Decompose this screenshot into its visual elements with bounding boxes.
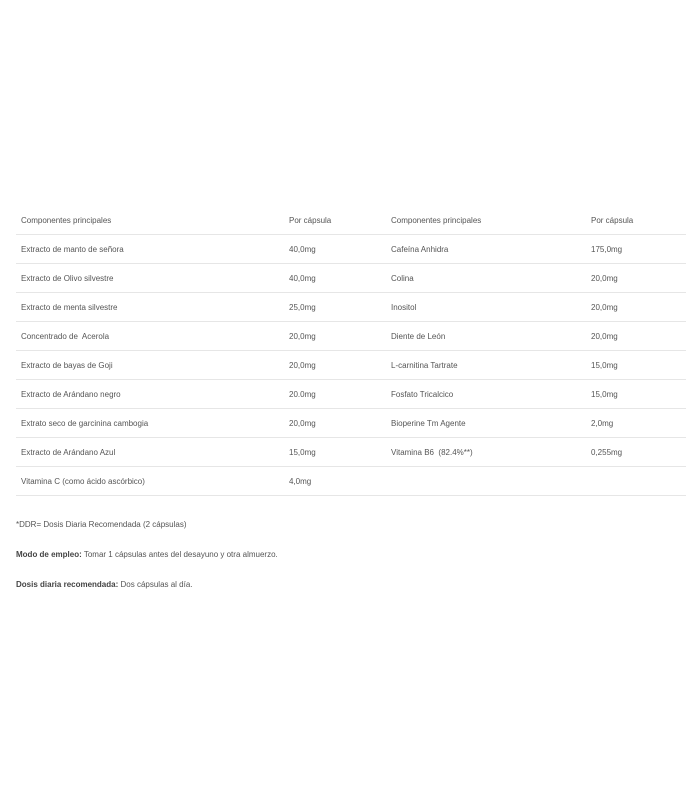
ddr-note: *DDR= Dosis Diaria Recomendada (2 cápsulas) — [16, 520, 187, 529]
table-row — [16, 380, 686, 409]
component-amount: 0,255mg — [586, 438, 686, 467]
column-header-components-2: Componentes principales — [386, 206, 586, 235]
table-row — [16, 293, 686, 322]
component-amount: 20,0mg — [284, 322, 386, 351]
component-amount: 20,0mg — [586, 264, 686, 293]
component-name: Vitamina C (como ácido ascórbico) — [16, 467, 284, 496]
component-amount: 20,0mg — [586, 322, 686, 351]
table-row — [16, 409, 686, 438]
component-amount: 40,0mg — [284, 235, 386, 264]
component-name: Extracto de bayas de Goji — [16, 351, 284, 380]
component-amount: 175,0mg — [586, 235, 686, 264]
table-row — [16, 351, 686, 380]
column-header-per-capsule-1: Por cápsula — [284, 206, 386, 235]
component-amount: 4,0mg — [284, 467, 386, 496]
column-header-components-1: Componentes principales — [16, 206, 284, 235]
table-row — [16, 438, 686, 467]
component-name: Colina — [386, 264, 586, 293]
component-amount: 2,0mg — [586, 409, 686, 438]
usage-text: Tomar 1 cápsulas antes del desayuno y otra almuerzo. — [81, 550, 278, 559]
component-name: Diente de León — [386, 322, 586, 351]
table-row — [16, 322, 686, 351]
component-amount: 15,0mg — [586, 351, 686, 380]
usage-label: Modo de empleo: — [16, 550, 82, 559]
component-amount: 15,0mg — [586, 380, 686, 409]
component-name: Extracto de manto de señora — [16, 235, 284, 264]
component-name: Extracto de Arándano Azul — [16, 438, 284, 467]
component-amount: 40,0mg — [284, 264, 386, 293]
component-name: Bioperine Tm Agente — [386, 409, 586, 438]
content-area — [16, 206, 686, 610]
component-amount: 25,0mg — [284, 293, 386, 322]
component-name: Extracto de Olivo silvestre — [16, 264, 284, 293]
table-header-row — [16, 206, 686, 235]
component-amount: 20,0mg — [284, 409, 386, 438]
component-name: L-carnitina Tartrate — [386, 351, 586, 380]
dose-text: Dos cápsulas al día. — [118, 580, 193, 589]
component-name — [386, 467, 586, 496]
component-name: Extracto de Arándano negro — [16, 380, 284, 409]
dose-label: Dosis diaria recomendada: — [16, 580, 119, 589]
component-name: Extrato seco de garcinina cambogia — [16, 409, 284, 438]
component-amount — [586, 467, 686, 496]
component-amount: 15,0mg — [284, 438, 386, 467]
column-header-per-capsule-2: Por cápsula — [586, 206, 686, 235]
dose-note — [16, 580, 686, 590]
component-name: Extracto de menta silvestre — [16, 293, 284, 322]
component-name: Vitamina B6 (82.4%**) — [386, 438, 586, 467]
component-amount: 20.0mg — [284, 380, 386, 409]
usage-note — [16, 550, 686, 560]
components-table — [16, 206, 686, 496]
table-row — [16, 235, 686, 264]
notes-section — [16, 520, 686, 590]
component-name: Cafeína Anhidra — [386, 235, 586, 264]
component-name: Concentrado de Acerola — [16, 322, 284, 351]
component-name: Inositol — [386, 293, 586, 322]
table-row — [16, 264, 686, 293]
component-amount: 20,0mg — [586, 293, 686, 322]
component-amount: 20,0mg — [284, 351, 386, 380]
table-row — [16, 467, 686, 496]
component-name: Fosfato Tricalcico — [386, 380, 586, 409]
